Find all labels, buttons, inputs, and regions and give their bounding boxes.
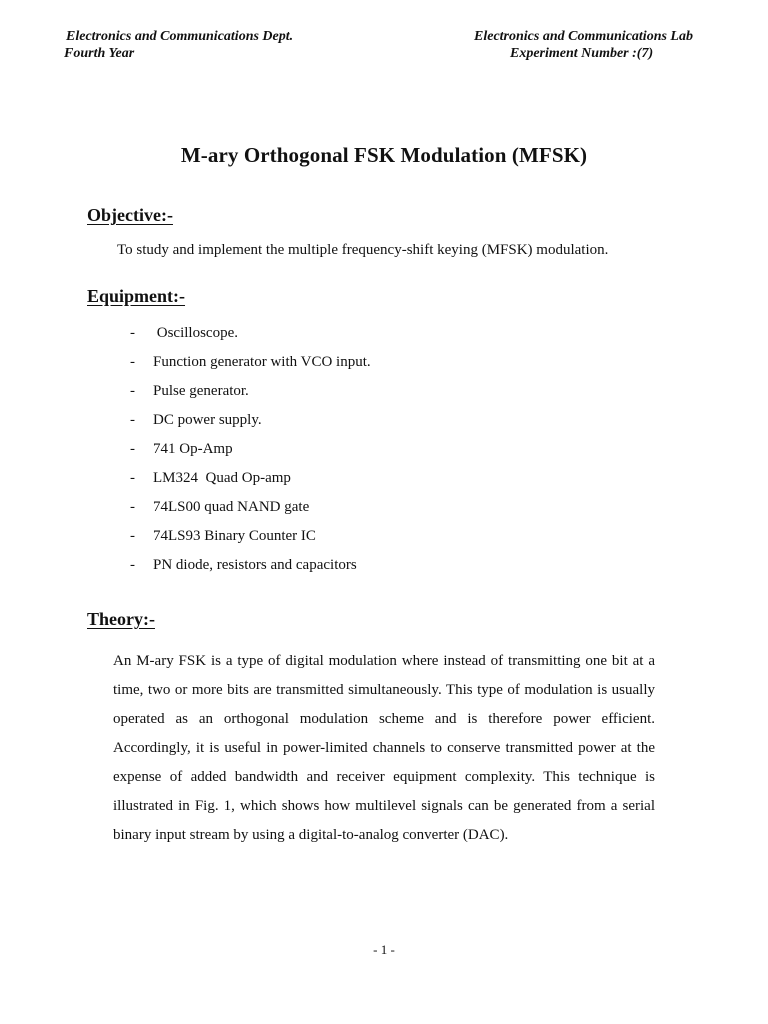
list-bullet: - xyxy=(130,383,135,399)
equipment-item-label: DC power supply. xyxy=(153,412,262,428)
list-bullet: - xyxy=(130,528,135,544)
header-experiment-number: Experiment Number :(7) xyxy=(510,46,654,61)
list-bullet: - xyxy=(130,470,135,486)
objective-heading: Objective:- xyxy=(87,205,173,225)
header-lab-block xyxy=(474,28,693,62)
equipment-item xyxy=(130,324,371,353)
equipment-item xyxy=(130,469,371,498)
equipment-item xyxy=(130,440,371,469)
list-bullet: - xyxy=(130,354,135,370)
equipment-item-label: LM324 Quad Op-amp xyxy=(153,470,291,486)
equipment-item xyxy=(130,527,371,556)
equipment-item-label: 741 Op-Amp xyxy=(153,441,233,457)
list-bullet: - xyxy=(130,412,135,428)
equipment-item-label: Pulse generator. xyxy=(153,383,249,399)
equipment-item xyxy=(130,411,371,440)
equipment-item-label: PN diode, resistors and capacitors xyxy=(153,557,357,573)
page-number: - 1 - xyxy=(373,942,395,957)
list-bullet: - xyxy=(130,557,135,573)
header-dept: Electronics and Communications Dept. xyxy=(66,29,294,44)
theory-paragraph: An M-ary FSK is a type of digital modulation where instead of transmitting one bit at a time, two or more bits are transmitted simultaneously. This type of modulation is usually operated as an orthogonal modulation scheme and is therefore power efficient. Accordingly, it is useful in power-limited channels to conserve transmitted power at the expense of added bandwidth and receiver equipment complexity. This technique is illustrated in Fig. 1, which shows how multilevel signals can be generated from a serial binary input stream by using a digital-to-analog converter (DAC). xyxy=(113,653,655,843)
equipment-item-label: Function generator with VCO input. xyxy=(153,354,371,370)
list-bullet: - xyxy=(130,325,135,341)
equipment-item-label: 74LS00 quad NAND gate xyxy=(153,499,310,515)
objective-text: To study and implement the multiple frequency-shift keying (MFSK) modulation. xyxy=(117,242,609,258)
theory-heading: Theory:- xyxy=(87,609,155,629)
equipment-item xyxy=(130,353,371,382)
list-bullet: - xyxy=(130,499,135,515)
header-dept-block xyxy=(66,28,293,62)
equipment-list xyxy=(130,324,371,585)
document-title: M-ary Orthogonal FSK Modulation (MFSK) xyxy=(180,143,588,167)
list-bullet: - xyxy=(130,441,135,457)
header-lab: Electronics and Communications Lab xyxy=(474,29,693,44)
equipment-item xyxy=(130,382,371,411)
header-year: Fourth Year xyxy=(64,46,135,61)
equipment-heading: Equipment:- xyxy=(87,286,186,306)
equipment-item xyxy=(130,498,371,527)
equipment-item xyxy=(130,556,371,585)
equipment-item-label: Oscilloscope. xyxy=(153,325,238,341)
equipment-item-label: 74LS93 Binary Counter IC xyxy=(153,528,316,544)
